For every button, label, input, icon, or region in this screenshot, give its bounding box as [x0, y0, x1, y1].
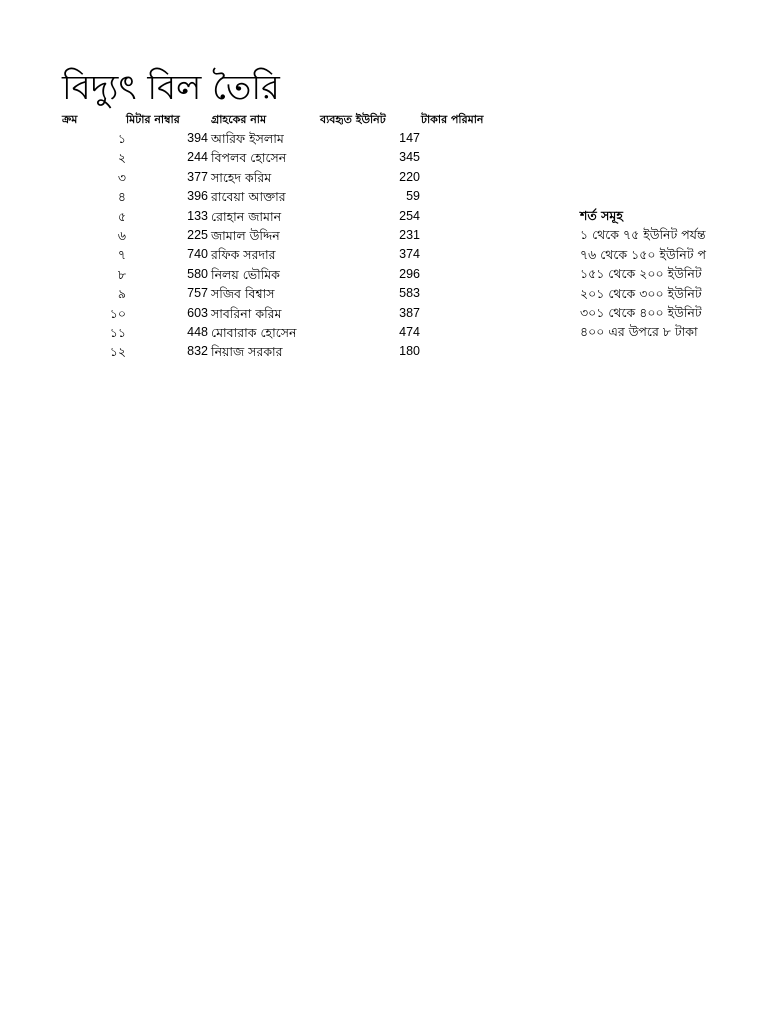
- header-serial: ক্রম: [62, 113, 78, 126]
- used-units-cell: 387: [399, 305, 420, 320]
- meter-number-cell: 225: [187, 227, 208, 242]
- meter-number-cell: 133: [187, 208, 208, 223]
- used-units-cell: 220: [399, 169, 420, 184]
- used-units-cell: 474: [399, 324, 420, 339]
- serial-cell: ২: [117, 150, 126, 166]
- condition-item: ৭৬ থেকে ১৫০ ইউনিট প: [580, 246, 707, 262]
- meter-number-cell: 244: [187, 150, 208, 165]
- table-row: [0, 148, 768, 167]
- used-units-cell: 231: [399, 227, 420, 242]
- table-row: [0, 129, 768, 148]
- used-units-cell: 374: [399, 247, 420, 262]
- serial-cell: ৬: [117, 227, 126, 243]
- condition-item: ১ থেকে ৭৫ ইউনিট পর্যন্ত: [580, 227, 706, 243]
- meter-number-cell: 396: [187, 189, 208, 204]
- customer-name-cell: রোহান জামান: [211, 208, 282, 224]
- condition-item: ১৫১ থেকে ২০০ ইউনিট: [580, 266, 702, 282]
- serial-cell: ৪: [117, 189, 126, 205]
- used-units-cell: 254: [399, 208, 420, 223]
- customer-name-cell: নিলয় ভৌমিক: [211, 266, 280, 282]
- customer-name-cell: মোবারাক হোসেন: [211, 324, 297, 340]
- serial-cell: ৫: [117, 208, 126, 224]
- condition-item: ৩০১ থেকে ৪০০ ইউনিট: [580, 305, 702, 321]
- used-units-cell: 296: [399, 266, 420, 281]
- customer-name-cell: সজিব বিশ্বাস: [211, 286, 275, 302]
- meter-number-cell: 740: [187, 247, 208, 262]
- table-row: [0, 187, 768, 206]
- serial-cell: ১২: [109, 344, 126, 360]
- table-row: [0, 168, 768, 187]
- customer-name-cell: রাবেয়া আক্তার: [211, 189, 286, 205]
- table-row: [0, 342, 768, 361]
- customer-name-cell: জামাল উদ্দিন: [211, 227, 280, 243]
- customer-name-cell: নিয়াজ সরকার: [211, 344, 283, 360]
- conditions-panel: [580, 206, 760, 342]
- customer-name-cell: সাবরিনা করিম: [211, 305, 282, 321]
- meter-number-cell: 448: [187, 324, 208, 339]
- serial-cell: ১০: [109, 305, 126, 321]
- header-customer-name: গ্রাহকের নাম: [211, 113, 267, 126]
- serial-cell: ৮: [117, 266, 126, 282]
- serial-cell: ১: [117, 131, 126, 146]
- used-units-cell: 59: [406, 189, 420, 204]
- serial-cell: ৯: [117, 286, 126, 302]
- header-amount: টাকার পরিমান: [421, 113, 484, 126]
- header-meter-number: মিটার নাম্বার: [126, 113, 180, 126]
- header-used-units: ব্যবহৃত ইউনিট: [320, 113, 386, 126]
- used-units-cell: 147: [399, 131, 420, 145]
- conditions-title: শর্ত সমূহ: [580, 208, 623, 223]
- meter-number-cell: 377: [187, 169, 208, 184]
- meter-number-cell: 580: [187, 266, 208, 281]
- serial-cell: ৩: [117, 169, 126, 185]
- used-units-cell: 180: [399, 344, 420, 359]
- serial-cell: ৭: [117, 247, 126, 263]
- condition-item: ৪০০ এর উপরে ৮ টাকা: [580, 324, 698, 340]
- meter-number-cell: 394: [187, 131, 208, 145]
- customer-name-cell: রফিক সরদার: [211, 247, 276, 263]
- page-title: বিদ্যুৎ বিল তৈরি: [62, 68, 280, 108]
- meter-number-cell: 603: [187, 305, 208, 320]
- serial-cell: ১১: [109, 324, 126, 340]
- customer-name-cell: বিপলব হোসেন: [211, 150, 287, 166]
- meter-number-cell: 832: [187, 344, 208, 359]
- used-units-cell: 345: [399, 150, 420, 165]
- customer-name-cell: সাহেদ করিম: [211, 169, 272, 185]
- customer-name-cell: আরিফ ইসলাম: [211, 131, 284, 146]
- meter-number-cell: 757: [187, 286, 208, 301]
- used-units-cell: 583: [399, 286, 420, 301]
- condition-item: ২০১ থেকে ৩০০ ইউনিট: [580, 285, 702, 301]
